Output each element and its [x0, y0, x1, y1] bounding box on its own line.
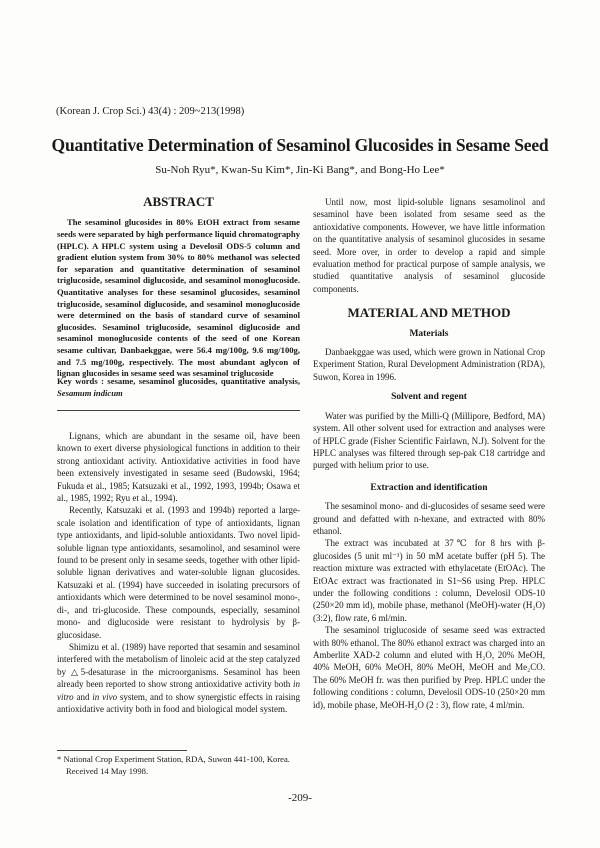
materials-heading: Materials	[409, 328, 449, 339]
footnote-divider	[57, 750, 187, 751]
abstract-heading: ABSTRACT	[143, 194, 214, 209]
intro-paragraph-3	[57, 641, 300, 715]
methods-heading: MATERIAL AND METHOD	[347, 305, 511, 321]
in-vitro-term: in vitro	[57, 679, 300, 702]
abstract-divider	[57, 410, 300, 411]
extraction-paragraph-3: The sesaminol triglucoside of sesame seed was extracted with 80% ethanol. The 80% ethanol extract was charged into an Amberlite XAD-2 column and eluted with H₂O, 20% MeOH, 40% MeOH, 60% MeOH, 80% MeOH, MeOH and Me₂CO. The 60% MeOH fr. was then purified by Prep. HPLC under the following conditions : column, Develosil ODS-10 (250×20 mm id), mobile phase, MeOH-H₂O (2 : 3), flow rate, 4 ml/min.	[313, 625, 545, 710]
footnote	[57, 754, 300, 778]
solvent-heading: Solvent and regent	[391, 392, 467, 403]
abstract-text: The sesaminol glucosides in 80% EtOH extract from sesame seeds were separated by high performance liquid chromatography (HPLC). A HPLC system using a Develosil ODS-5 column and gradient elution system from 30% to 80% methanol was selected for separation and quantitative determination of sesaminol triglucoside, sesaminol diglucoside, and sesaminol monoglucoside. Quantitative analyses for these sesaminol glucosides, sesaminol triglucoside, sesaminol diglucoside, and sesaminol monoglucoside were determined on the basis of standard curve of sesaminol glucosides. Sesaminol triglucoside, sesaminol diglucoside and sesaminol monoglucoside contents of the seed of one Korean sesame cultivar, Danbaekggae, were 56.4 mg/100g, 9.6 mg/100g, and 7.5 mg/100g, respectively. The most abundant aglycon of lignan glucosides in sesame seed was sesaminol triglucoside	[57, 217, 300, 379]
intro-paragraph-2: Recently, Katsuzaki et al. (1993 and 1994b) reported a large-scale isolation and identification of type of antioxidants, lignan type antioxidants, and lipid-soluble antioxidants. Two novel lipid-soluble lignan type antioxidants, sesamolinol, and sesaminol were found to be present only in sesame seeds, together with other lipid-soluble lignan derivatives and water-soluble lignan glucosides. Katsuzaki et al. (1994) have succeeded in isolating precursors of antioxidants which were determined to be novel sesaminol mono-, di-, and tri-glucoside. These compounds, especially, sesaminol mono- and diglucoside were resistant to hydrolysis by β-glucosidase.	[57, 505, 300, 640]
extraction-heading: Extraction and identification	[370, 482, 488, 493]
materials-text: Danbaekggae was used, which were grown in National Crop Experiment Station, Rural Development Administration (RDA), Suwon, Korea in 1996.	[313, 347, 545, 382]
author-list: Su-Noh Ryu*, Kwan-Su Kim*, Jin-Ki Bang*, and Bong-Ho Lee*	[155, 164, 445, 176]
footnote-affiliation: * National Crop Experiment Station, RDA, Suwon 441-100, Korea.	[57, 754, 290, 764]
intro-paragraph-3-b: and	[73, 691, 93, 702]
keywords-block	[57, 376, 300, 399]
intro-paragraph-3-a: Shimizu et al. (1989) have reported that sesamin and sesaminol interfered with the metabolism of linoleic acid at the step catalyzed by △5-desaturase in the microorganisms. Sesaminol has been already been reported to show strong antioxidative activity both	[57, 641, 300, 690]
footnote-received: Received 14 May 1998.	[66, 765, 149, 776]
extraction-paragraph-1: The sesaminol mono- and di-glucosides of sesame seed were ground and defatted with n-hexane, and extracted with 80% ethanol.	[313, 501, 545, 536]
solvent-text: Water was purified by the Milli-Q (Millipore, Bedford, MA) system. All other solvent used for extraction and analyses were of HPLC grade (Fisher Scientific Fairlawn, N.J). Solvent for the HPLC analyses was filtered through sep-pak C18 cartridge and purged with helium prior to use.	[313, 410, 545, 471]
page-number: -209-	[288, 792, 312, 804]
paper-title: Quantitative Determination of Sesaminol Glucosides in Sesame Seed	[51, 135, 549, 155]
abstract-section	[57, 196, 300, 380]
extraction-paragraph-2: The extract was incubated at 37℃ for 8 hrs with β-glucosides (5 unit ml⁻¹) in 50 mM acetate buffer (pH 5). The reaction mixture was extracted with ethylacetate (EtOAc). The EtOAc extract was fractionated in S1~S6 using Prep. HPLC under the following conditions : column, Develosil ODS-10 (250×20 mm id), mobile phase, methanol (MeOH)-water (H₂O) (3:2), flow rate, 6 ml/min.	[313, 538, 545, 623]
journal-reference: (Korean J. Crop Sci.) 43(4) : 209~213(1998)	[56, 106, 245, 117]
right-column	[313, 196, 545, 711]
intro-paragraph-1: Lignans, which are abundant in the sesame oil, have been known to exert diverse physiological functions in addition to their strong antioxidant activity. Antioxidative activities in food have been extensively investigated in sesame seed (Budowski, 1964; Fukuda et al., 1985; Katsuzaki et al., 1992, 1993, 1994b; Osawa et al., 1985, 1992; Ryu et al., 1994).	[57, 431, 300, 504]
keywords	[57, 376, 300, 399]
keywords-text: Key words : sesame, sesaminol glucosides, quantitative analysis,	[57, 376, 300, 386]
in-vivo-term: in vivo	[92, 691, 118, 702]
introduction	[57, 430, 300, 715]
intro-paragraph-3-c: system, and to show synergistic effects in raising antioxidative activity both in food and biological model system.	[57, 691, 300, 714]
intro-continuation: Until now, most lipid-soluble lignans sesamolinol and sesaminol have been isolated from sesame seed as the antioxidative components. However, we have little information on the quantitative analysis of sesaminol glucosides in sesame seed. More over, in order to develop a rapid and simple evaluation method for practical purpose of sample analysis, we studied quantitative analysis of sesaminol glucoside components.	[313, 197, 545, 294]
keywords-species: Sesamum indicum	[57, 387, 123, 398]
